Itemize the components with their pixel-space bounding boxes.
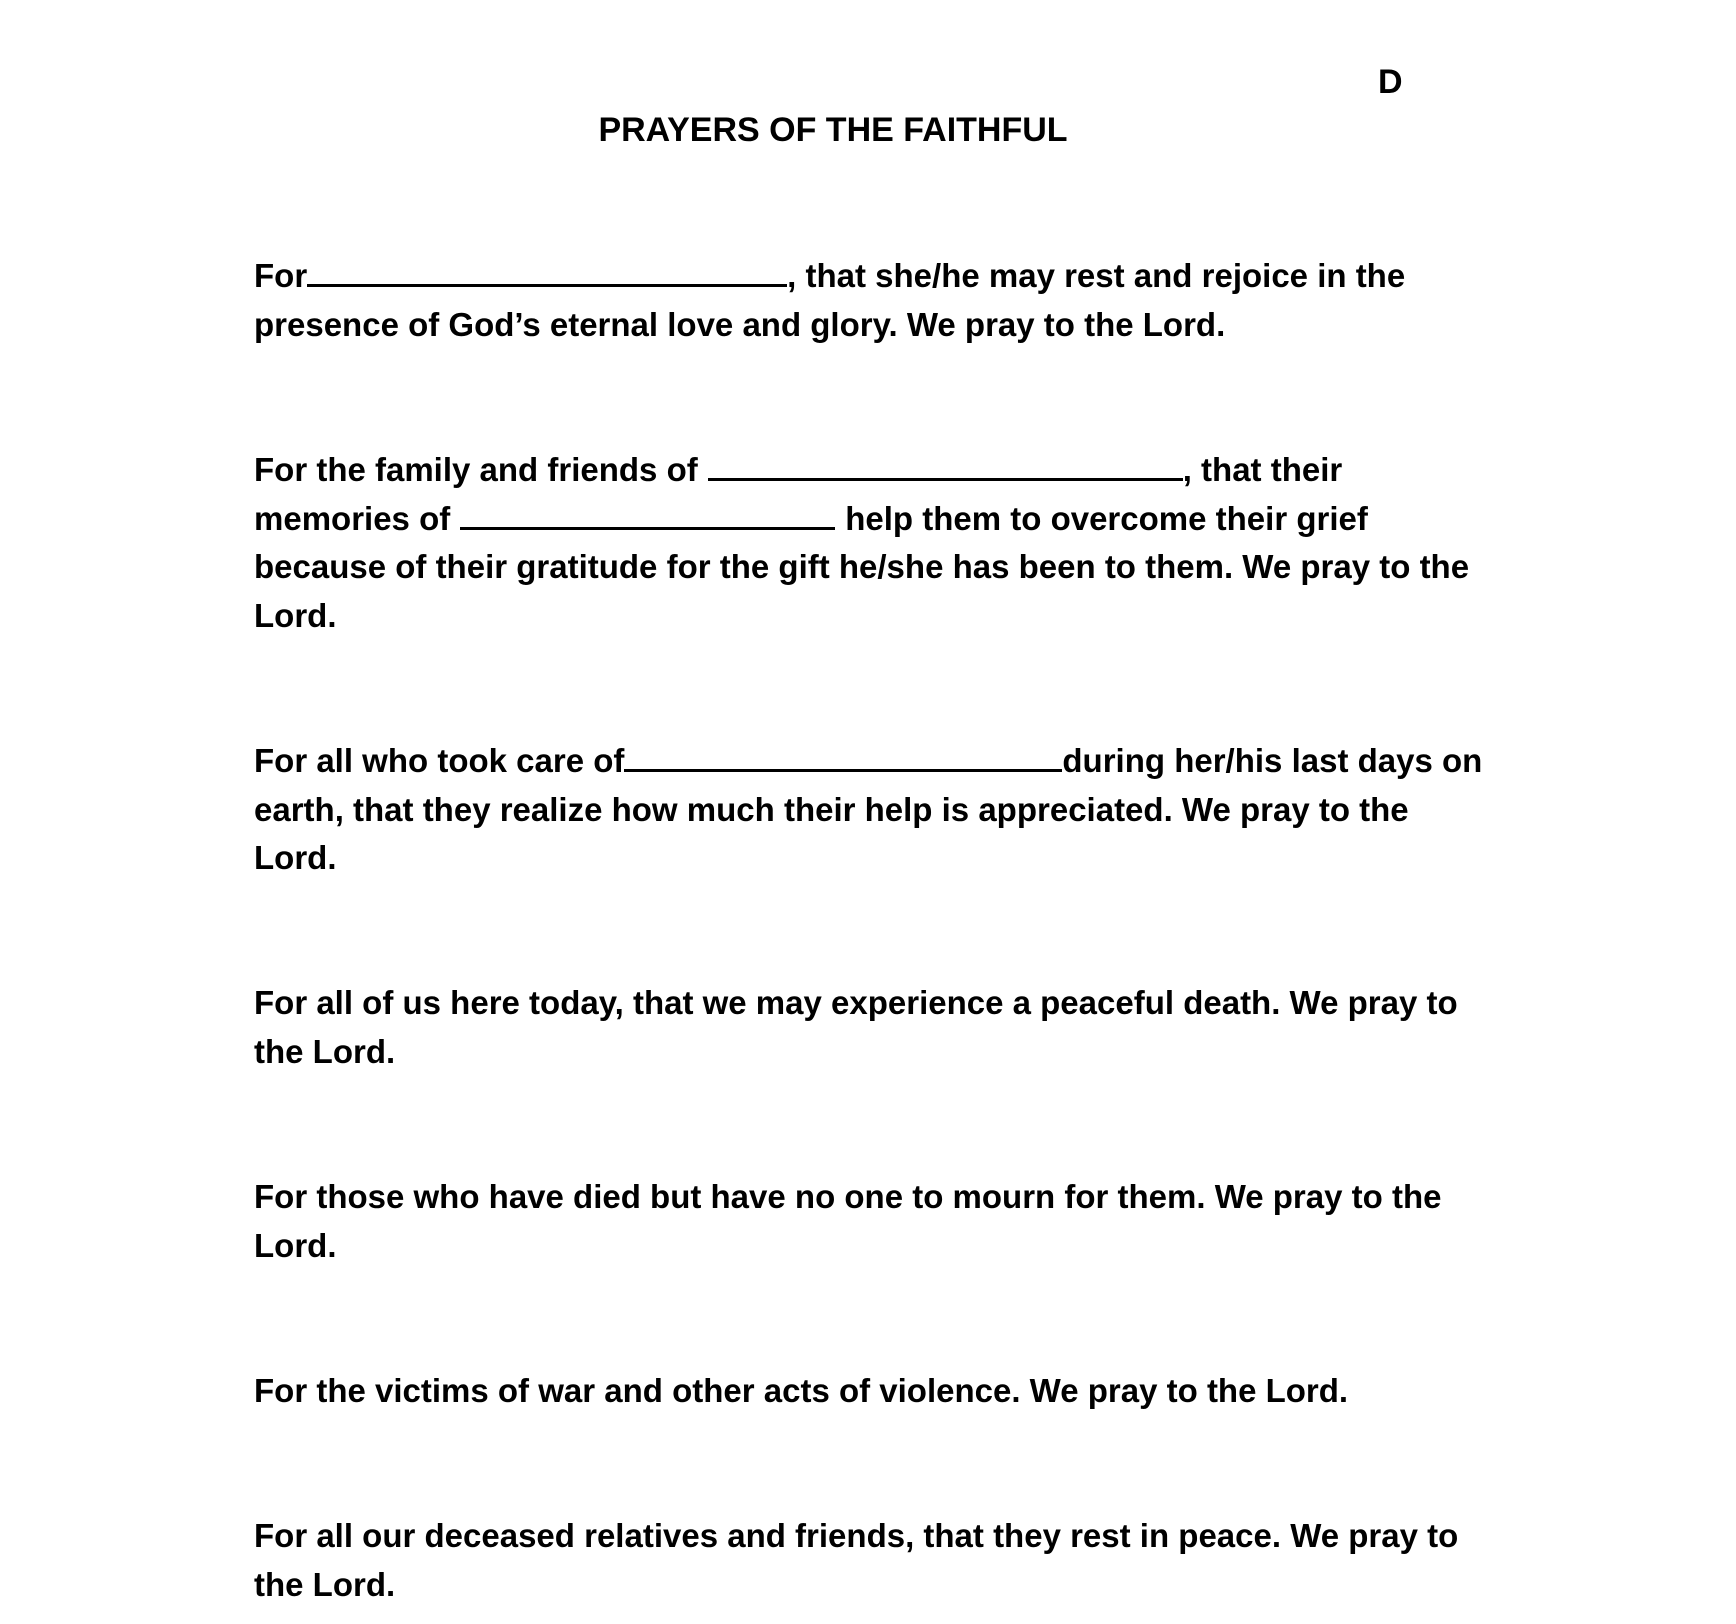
name-blank[interactable] <box>624 743 1062 772</box>
petition-text: For the family and friends of <box>254 451 698 488</box>
petition-text: during her/his last days on earth, that they realize how much their help is appreciated. We pray to the Lord. <box>254 742 1483 876</box>
petition-all-of-us: For all of us here today, that we may experience a peaceful death. We pray to the Lord. <box>254 984 1458 1070</box>
petition-deceased <box>254 252 1484 349</box>
name-blank[interactable] <box>708 452 1183 481</box>
petition-relatives: For all our deceased relatives and friends, that they rest in peace. We pray to the Lord. <box>254 1517 1459 1603</box>
petition-victims: For the victims of war and other acts of violence. We pray to the Lord. <box>254 1372 1349 1409</box>
petition-family-friends <box>254 446 1484 640</box>
petition-text: For <box>254 257 308 294</box>
petition-unmourned: For those who have died but have no one to mourn for them. We pray to the Lord. <box>254 1178 1442 1264</box>
petition-text: help them to overcome their grief because of their gratitude for the gift he/she has been to them. We pray to the Lord. <box>254 499 1470 634</box>
petition-caregivers <box>254 737 1484 883</box>
petition-text: , that their memories of <box>254 451 1343 537</box>
document-letter: D <box>1378 63 1403 101</box>
name-blank[interactable] <box>307 258 787 287</box>
petition-text: , that she/he may rest and rejoice in the presence of God’s eternal love and glory. We pray to the Lord. <box>254 257 1406 343</box>
document-title: PRAYERS OF THE FAITHFUL <box>598 111 1068 149</box>
petition-text: For all who took care of <box>254 742 625 779</box>
name-blank[interactable] <box>460 501 835 530</box>
